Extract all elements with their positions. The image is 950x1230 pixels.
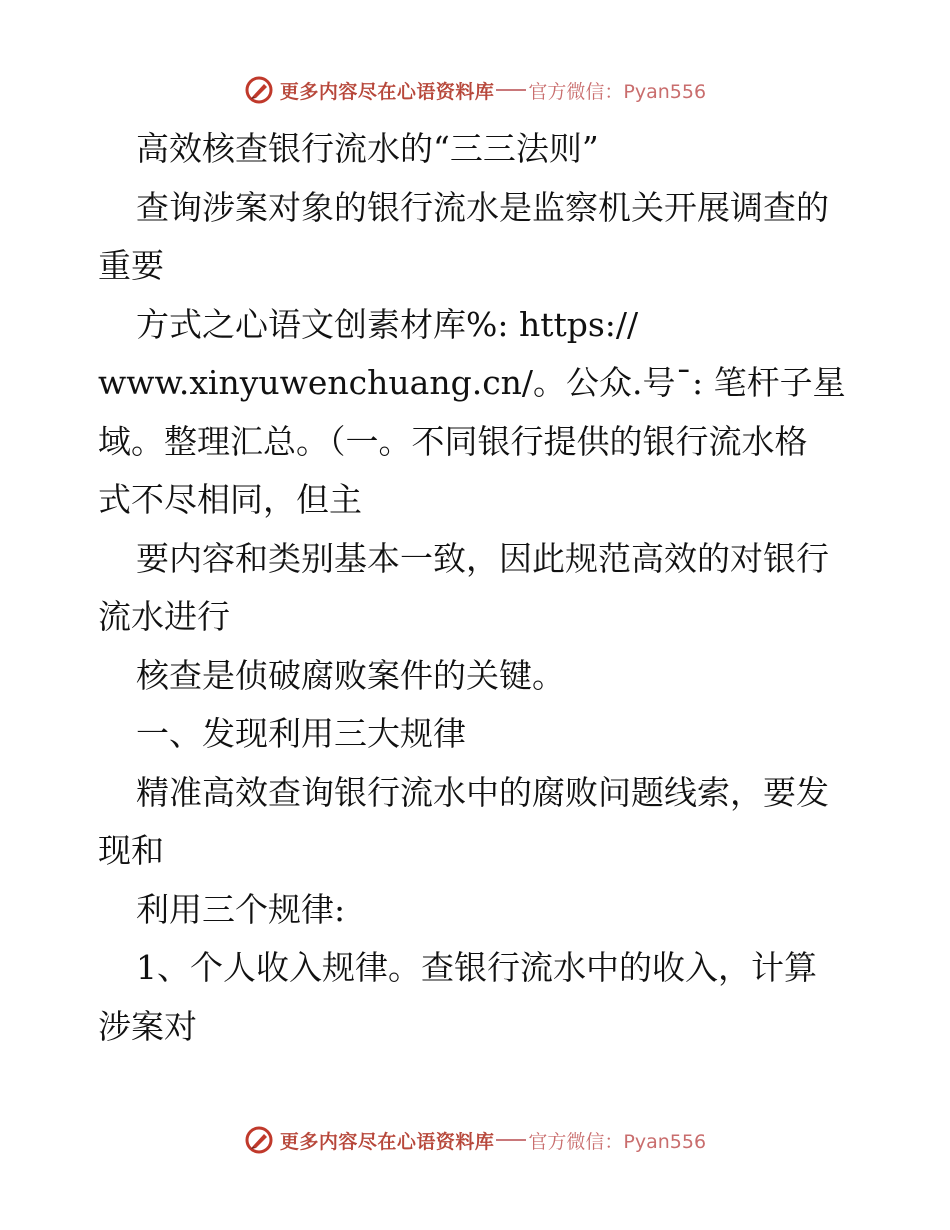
document-body: [98, 120, 858, 1056]
banner-wechat: 官方微信：Pyan556: [528, 1130, 707, 1153]
doc-line: 重要: [98, 246, 164, 285]
doc-line: 域。整理汇总。（一。不同银行提供的银行流水格: [98, 421, 808, 461]
doc-line: 1、个人收入规律。查银行流水中的收入，计算: [136, 948, 817, 987]
doc-line: 查询涉案对象的银行流水是监察机关开展调查的: [136, 187, 829, 227]
banner-wechat: 官方微信：Pyan556: [528, 80, 707, 103]
pen-logo-icon: [244, 1125, 274, 1155]
header-banner: [0, 70, 950, 110]
pen-logo-icon: [244, 75, 274, 105]
banner-separator: [496, 89, 526, 91]
doc-line: 精准高效查询银行流水中的腐败问题线索，要发: [136, 772, 829, 812]
doc-line: 要内容和类别基本一致，因此规范高效的对银行: [136, 538, 829, 578]
footer-banner: [0, 1120, 950, 1160]
banner-separator: [496, 1139, 526, 1141]
doc-line: 方式之心语文创素材库%: https://: [136, 304, 639, 344]
doc-heading: 一、发现利用三大规律: [136, 714, 466, 753]
doc-line: 利用三个规律:: [136, 889, 346, 929]
doc-line: 涉案对: [98, 1006, 197, 1046]
banner-text: 更多内容尽在心语资料库: [279, 1130, 495, 1153]
doc-line: 核查是侦破腐败案件的关键。: [136, 655, 565, 695]
doc-line: www.xinyuwenchuang.cn/。公众.号¯: 笔杆子星: [98, 363, 846, 402]
doc-line: 流水进行: [98, 597, 230, 636]
banner-text: 更多内容尽在心语资料库: [279, 80, 495, 103]
doc-line: 现和: [98, 831, 164, 870]
doc-line: 式不尽相同，但主: [98, 480, 362, 519]
doc-title: 高效核查银行流水的“三三法则”: [136, 129, 599, 168]
